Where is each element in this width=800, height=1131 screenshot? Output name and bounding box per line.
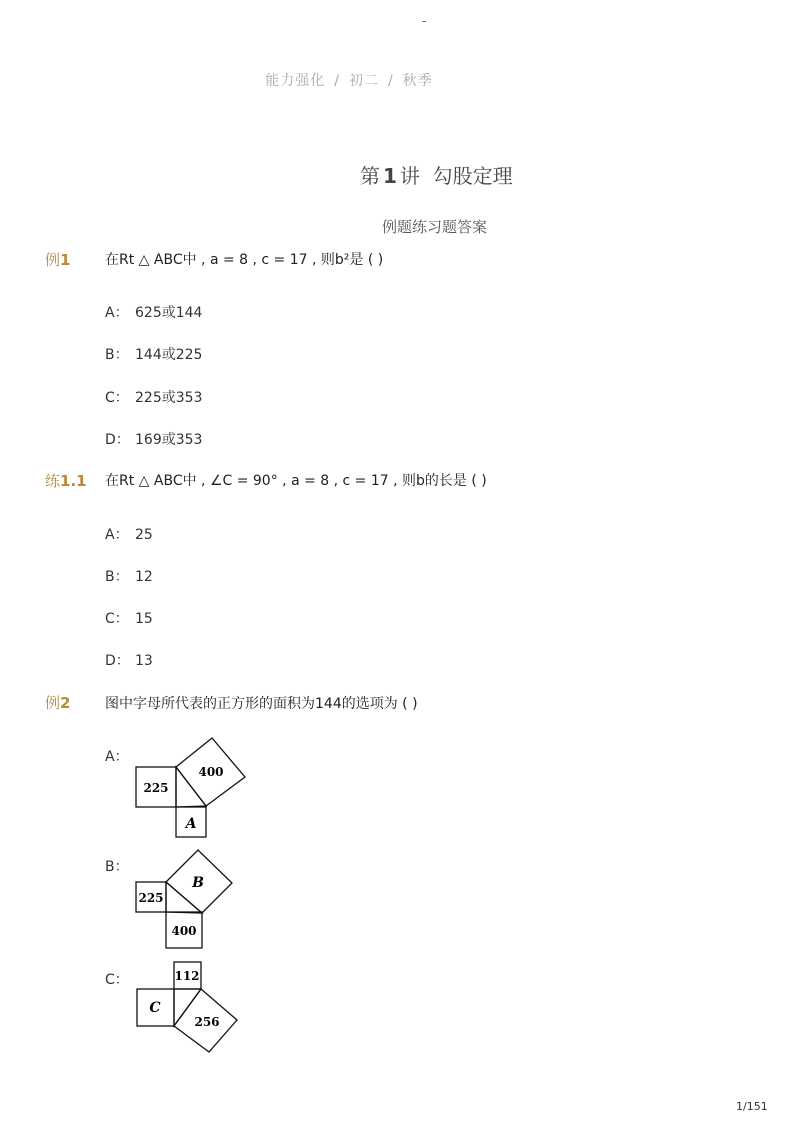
question-label: 例1	[45, 251, 71, 269]
breadcrumb-level: 能力强化	[265, 73, 326, 89]
option-c: C： 15	[105, 611, 153, 627]
label-256: 256	[194, 1015, 220, 1029]
option-c: C： 225或353	[105, 390, 203, 406]
label-225: 225	[138, 891, 164, 905]
option-b: B： 12	[105, 569, 153, 585]
breadcrumb-separator: /	[334, 73, 340, 89]
option-b: B： 144或225	[105, 347, 203, 363]
label-400: 400	[171, 924, 197, 938]
option-a: A： 25	[105, 527, 153, 543]
option-b: B：	[105, 859, 129, 875]
option-a: A： 625或144	[105, 305, 203, 321]
question-label: 练1.1	[45, 472, 87, 490]
option-c: C：	[105, 972, 129, 988]
answers-subtitle: 例题练习题答案	[382, 218, 488, 236]
label-b: B	[192, 875, 204, 891]
question-text: 在Rt △ ABC中 , a = 8 , c = 17 , 则b²是 ( )	[105, 252, 384, 268]
option-d: D： 169或353	[105, 432, 203, 448]
breadcrumb-season: 秋季	[402, 73, 433, 89]
breadcrumb-grade: 初二	[349, 73, 379, 89]
figure-option-a	[132, 735, 252, 840]
label-a: A	[185, 816, 197, 832]
label-c: C	[149, 1000, 161, 1016]
question-text: 图中字母所代表的正方形的面积为144的选项为 ( )	[105, 696, 418, 712]
page-number: 1/151	[736, 1100, 768, 1113]
breadcrumb	[0, 70, 698, 90]
header-dash: -	[422, 14, 427, 28]
label-112: 112	[174, 969, 200, 983]
label-400: 400	[198, 765, 224, 779]
option-d: D： 13	[105, 653, 153, 669]
question-label: 例2	[45, 694, 71, 712]
option-a: A：	[105, 749, 129, 765]
question-text: 在Rt △ ABC中 , ∠C = 90° , a = 8 , c = 17 , 则b的长是 ( )	[105, 473, 487, 489]
lecture-title: 第 1 讲 勾股定理	[360, 164, 513, 188]
figure-option-b	[132, 846, 242, 952]
figure-option-c	[132, 958, 247, 1058]
label-225: 225	[143, 781, 169, 795]
breadcrumb-separator: /	[388, 73, 394, 89]
